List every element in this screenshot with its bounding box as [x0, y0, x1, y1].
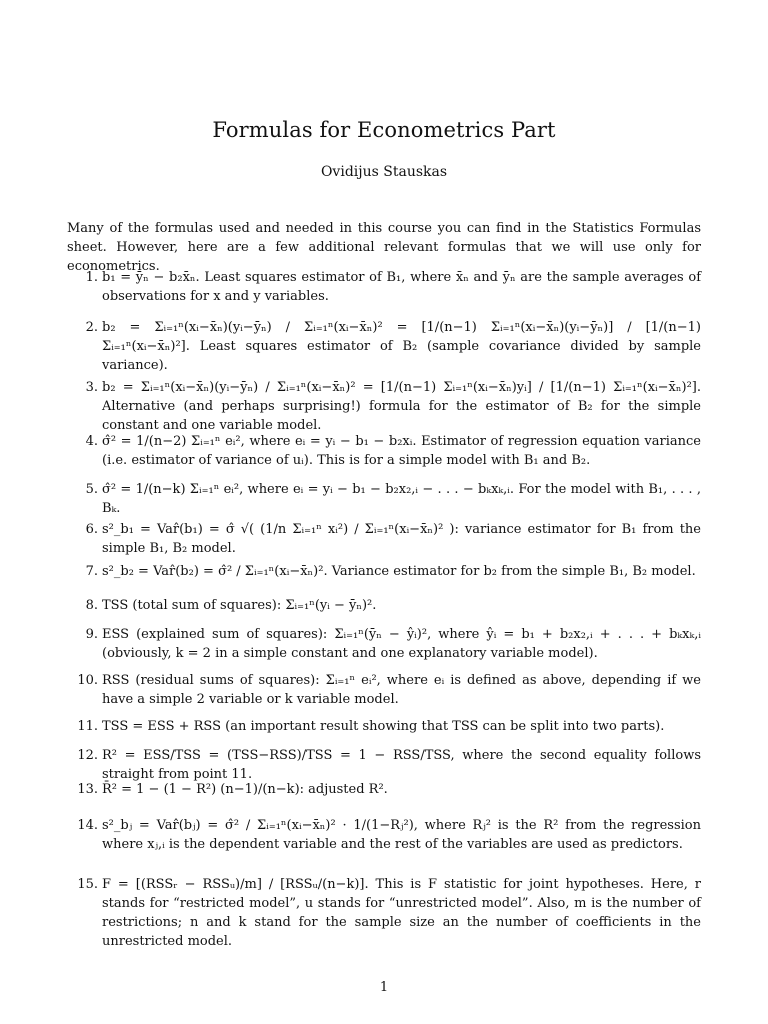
formula-item-1	[67, 268, 701, 306]
formula-item-6	[67, 520, 701, 558]
item-number: 3.	[85, 380, 98, 395]
formula-item-11	[67, 717, 701, 736]
item-text: ESS (explained sum of squares): Σᵢ₌₁ⁿ(ȳₙ − ŷᵢ)², where ŷᵢ = b₁ + b₂x₂,ᵢ + . . . + bₖxₖ,ᵢ (obviously, k = 2 in a simple constant and one explanatory variable model).	[102, 627, 701, 661]
item-text: TSS (total sum of squares): Σᵢ₌₁ⁿ(yᵢ − ȳₙ)².	[102, 598, 377, 613]
formula-item-9	[67, 625, 701, 663]
item-text: s²_b₂ = Var̂(b₂) = σ̂² / Σᵢ₌₁ⁿ(xᵢ−x̄ₙ)². Variance estimator for b₂ from the simple B₁, B₂ model.	[102, 564, 696, 579]
item-number: 10.	[77, 673, 98, 688]
item-number: 8.	[85, 598, 98, 613]
formula-item-3	[67, 378, 701, 435]
item-number: 1.	[85, 270, 98, 285]
item-number: 7.	[85, 564, 98, 579]
intro-paragraph: Many of the formulas used and needed in this course you can find in the Statistics Formulas sheet. However, here are a few additional relevant formulas that we will use only for econometrics.	[67, 221, 701, 274]
item-number: 5.	[85, 482, 98, 497]
item-text: b₂ = Σᵢ₌₁ⁿ(xᵢ−x̄ₙ)(yᵢ−ȳₙ) / Σᵢ₌₁ⁿ(xᵢ−x̄ₙ)² = [1/(n−1) Σᵢ₌₁ⁿ(xᵢ−x̄ₙ)yᵢ] / [1/(n−1) Σᵢ₌₁ⁿ(xᵢ−x̄ₙ)²]. Alternative (and perhaps surprising!) formula for the estimator of B₂ for the simple constant and one variable model.	[102, 380, 701, 433]
formula-item-15	[67, 875, 701, 951]
item-text: R² = ESS/TSS = (TSS−RSS)/TSS = 1 − RSS/TSS, where the second equality follows straight from point 11.	[102, 748, 701, 782]
formula-item-10	[67, 671, 701, 709]
document-title: Formulas for Econometrics Part	[212, 118, 556, 142]
item-number: 12.	[77, 748, 98, 763]
item-number: 9.	[85, 627, 98, 642]
formula-item-8	[67, 596, 701, 615]
item-text: TSS = ESS + RSS (an important result showing that TSS can be split into two parts).	[102, 719, 665, 734]
item-text: s²_b₁ = Var̂(b₁) = σ̂ √( (1/n Σᵢ₌₁ⁿ xᵢ²) / Σᵢ₌₁ⁿ(xᵢ−x̄ₙ)² ): variance estimator for B₁ from the simple B₁, B₂ model.	[102, 522, 701, 556]
formula-item-13	[67, 780, 701, 799]
item-number: 4.	[85, 434, 98, 449]
author-name: Ovidijus Stauskas	[320, 164, 448, 180]
formula-item-7	[67, 562, 701, 581]
item-number: 2.	[85, 320, 98, 335]
item-text: σ̂² = 1/(n−k) Σᵢ₌₁ⁿ eᵢ², where eᵢ = yᵢ − b₁ − b₂x₂,ᵢ − . . . − bₖxₖ,ᵢ. For the model with B₁, . . . , Bₖ.	[102, 482, 701, 516]
item-number: 6.	[85, 522, 98, 537]
page-number: 1	[379, 980, 389, 995]
formula-item-14	[67, 816, 701, 854]
item-text: b₁ = ȳₙ − b₂x̄ₙ. Least squares estimator of B₁, where x̄ₙ and ȳₙ are the sample averages of observations for x and y variables.	[102, 270, 701, 304]
formula-item-2	[67, 318, 701, 375]
item-text: b₂ = Σᵢ₌₁ⁿ(xᵢ−x̄ₙ)(yᵢ−ȳₙ) / Σᵢ₌₁ⁿ(xᵢ−x̄ₙ)² = [1/(n−1) Σᵢ₌₁ⁿ(xᵢ−x̄ₙ)(yᵢ−ȳₙ)] / [1/(n−1) Σᵢ₌₁ⁿ(xᵢ−x̄ₙ)²]. Least squares estimator of B₂ (sample covariance divided by sample variance).	[102, 320, 701, 373]
formula-item-12	[67, 746, 701, 784]
item-number: 13.	[77, 782, 98, 797]
item-number: 14.	[77, 818, 98, 833]
item-number: 15.	[77, 877, 98, 892]
item-text: σ̂² = 1/(n−2) Σᵢ₌₁ⁿ eᵢ², where eᵢ = yᵢ − b₁ − b₂xᵢ. Estimator of regression equation variance (i.e. estimator of variance of uᵢ). This is for a simple model with B₁ and B₂.	[102, 434, 701, 468]
item-text: F = [(RSSᵣ − RSSᵤ)/m] / [RSSᵤ/(n−k)]. This is F statistic for joint hypotheses. Here, r stands for “restricted model”, u stands for “unrestricted model”. Also, m is the number of restrictions; n and k stand for the sample size an the number of coefficients in the unrestricted model.	[102, 877, 701, 949]
item-number: 11.	[77, 719, 98, 734]
item-text: s²_bⱼ = Var̂(bⱼ) = σ̂² / Σᵢ₌₁ⁿ(xᵢ−x̄ₙ)² · 1/(1−Rⱼ²), where Rⱼ² is the R² from the regression where xⱼ,ᵢ is the dependent variable and the rest of the variables are used as predictors.	[102, 818, 701, 852]
formula-item-5	[67, 480, 701, 518]
item-text: R̄² = 1 − (1 − R²) (n−1)/(n−k): adjusted R².	[102, 782, 388, 797]
item-text: RSS (residual sums of squares): Σᵢ₌₁ⁿ eᵢ², where eᵢ is defined as above, depending if we have a simple 2 variable or k variable model.	[102, 673, 701, 707]
formula-item-4	[67, 432, 701, 470]
